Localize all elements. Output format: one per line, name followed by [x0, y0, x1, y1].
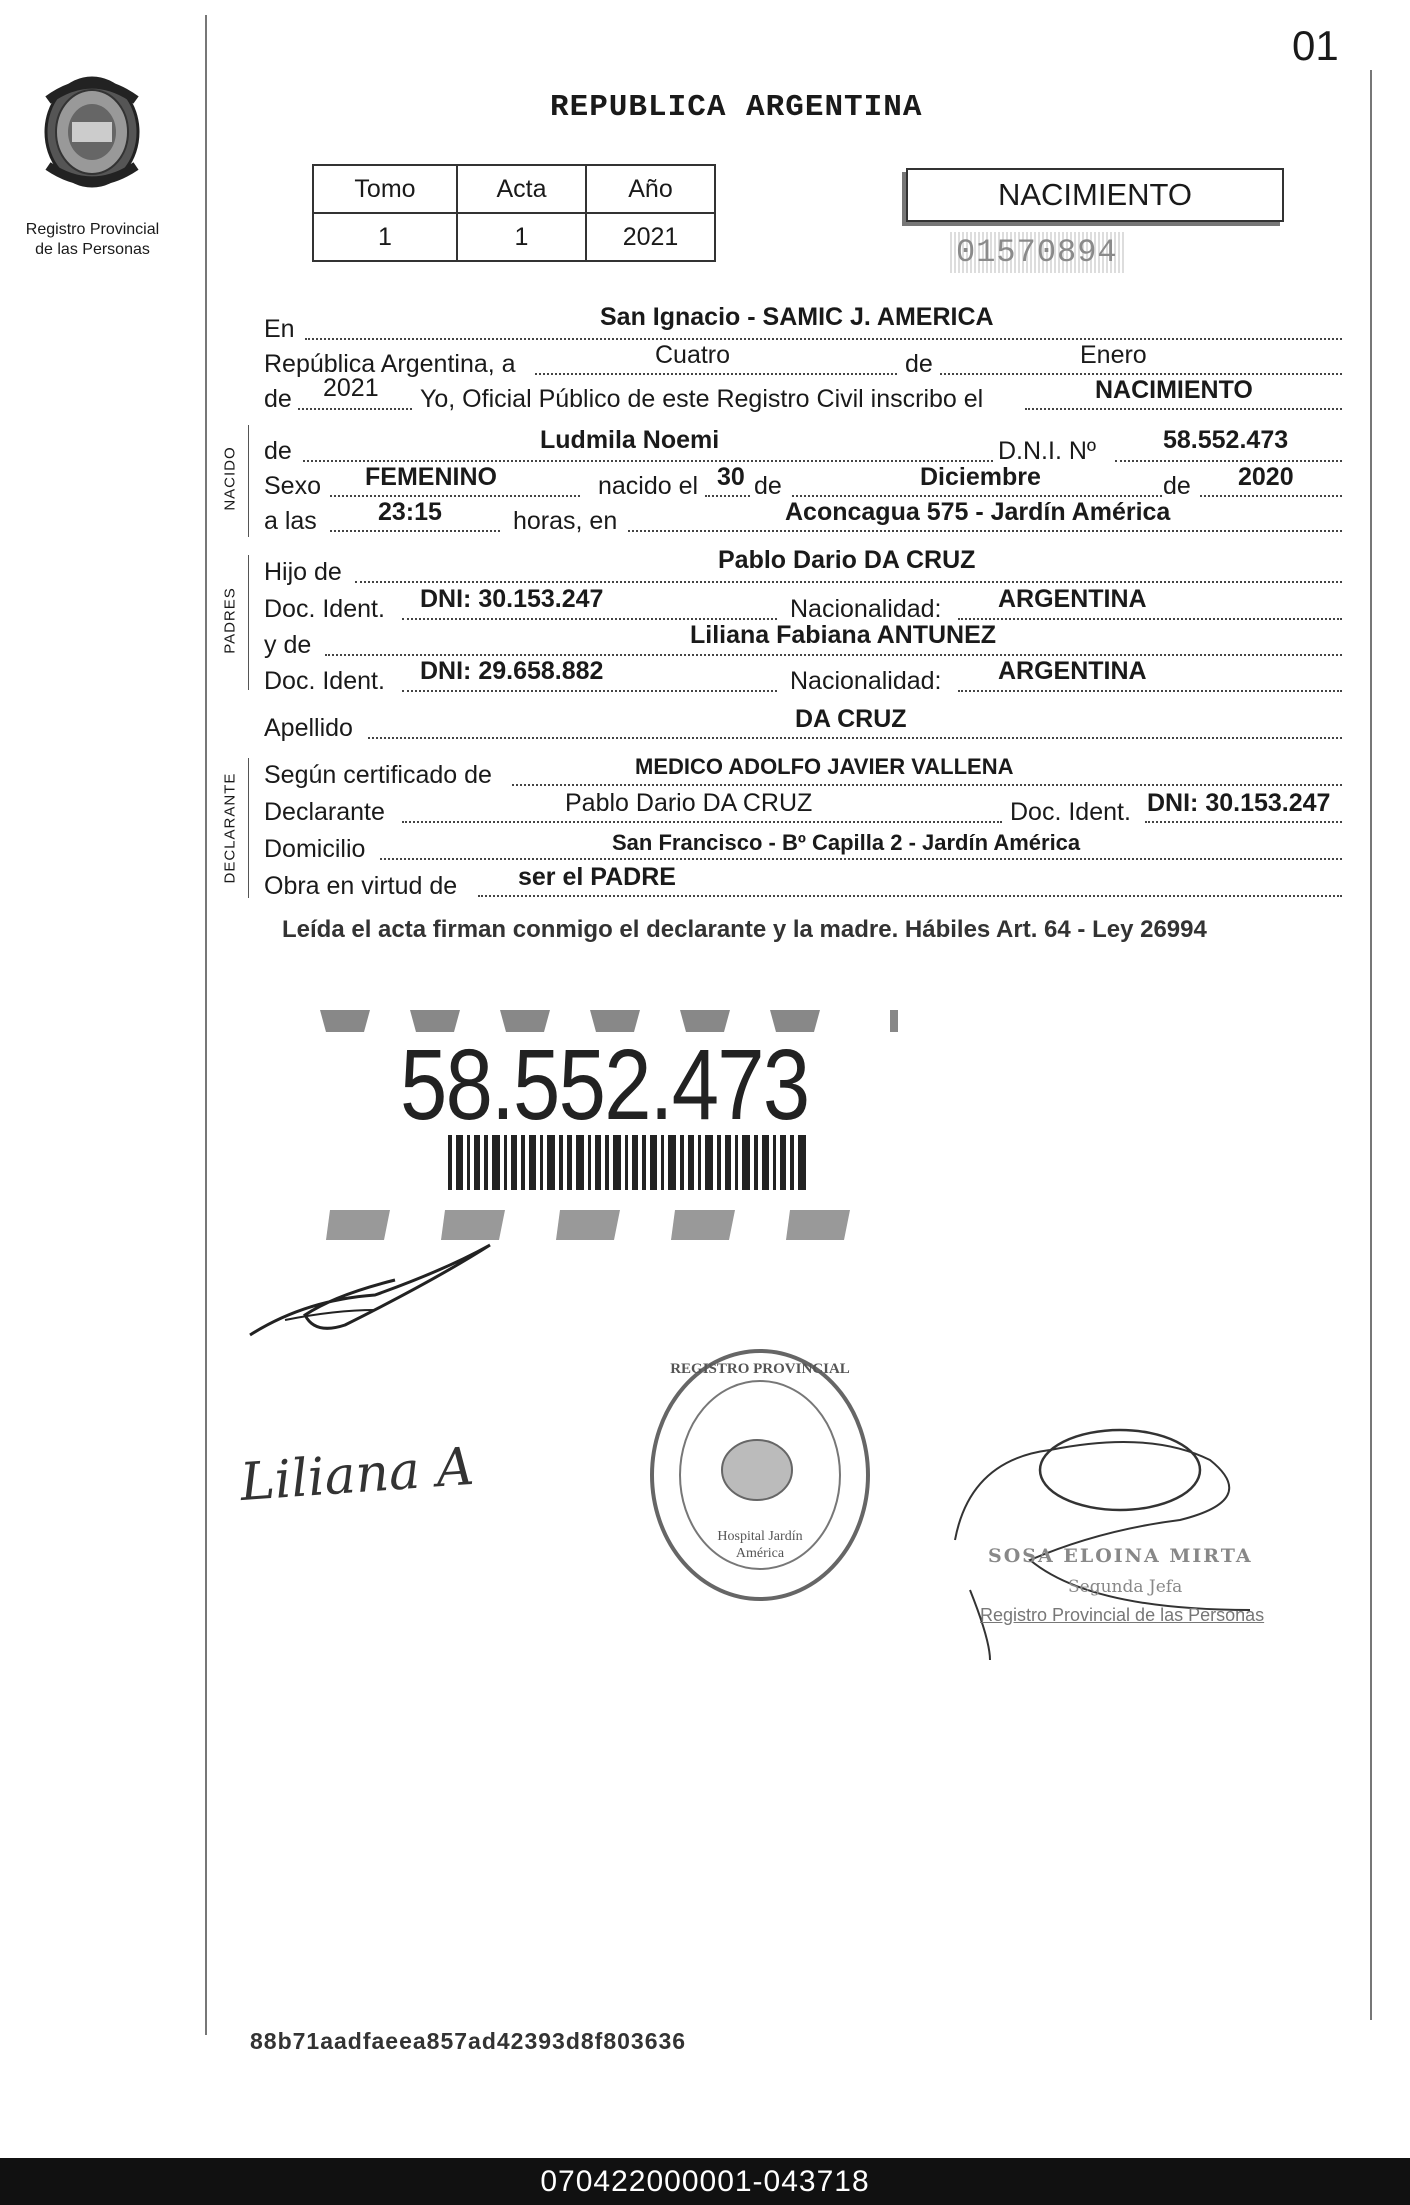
father-nat-dots — [958, 618, 1342, 620]
birth-day-value: 30 — [717, 463, 745, 491]
declarante-section-label: DECLARANTE — [221, 772, 239, 884]
de-label-4: de — [754, 472, 782, 500]
declarante-doc-value: DNI: 30.153.247 — [1147, 789, 1331, 817]
record-value-anio: 2021 — [586, 213, 715, 261]
yde-label: y de — [264, 631, 312, 659]
father-doc-value: DNI: 30.153.247 — [420, 585, 604, 613]
event-value: NACIMIENTO — [1095, 376, 1253, 404]
mother-doc-dots — [402, 690, 777, 692]
footer-id-bar: 070422000001-043718 — [0, 2158, 1410, 2205]
declarante-value: Pablo Dario DA CRUZ — [565, 789, 813, 817]
nacido-el-label: nacido el — [598, 472, 699, 500]
cert-dots — [512, 784, 1342, 786]
province-logo — [30, 70, 155, 195]
de-label-2: de — [264, 385, 292, 413]
hijo-label: Hijo de — [264, 558, 342, 586]
place-dots — [628, 530, 1342, 532]
horas-label: horas, en — [513, 507, 618, 535]
doc-label-3: Doc. Ident. — [1010, 798, 1131, 826]
name-value: Ludmila Noemi — [540, 426, 720, 454]
time-value: 23:15 — [378, 498, 442, 526]
nac-label: Nacionalidad: — [790, 595, 942, 623]
de-label: de — [905, 350, 933, 378]
mother-nat-value: ARGENTINA — [998, 657, 1147, 685]
domicilio-label: Domicilio — [264, 835, 366, 863]
official-role: Segunda Jefa — [1068, 1577, 1183, 1597]
domicilio-dots — [380, 858, 1342, 860]
declarante-dots — [402, 821, 1002, 823]
dni-label: D.N.I. Nº — [998, 437, 1097, 465]
rep-label: República Argentina, a — [264, 350, 516, 378]
logo-caption — [5, 220, 180, 260]
doc-label-2: Doc. Ident. — [264, 667, 385, 695]
record-table — [312, 164, 716, 262]
month-value: Enero — [1080, 341, 1147, 369]
padres-bracket — [248, 555, 249, 690]
day-dots — [535, 373, 897, 375]
right-margin-line — [1370, 70, 1372, 2020]
sexo-value: FEMENINO — [365, 463, 497, 491]
nac-label-2: Nacionalidad: — [790, 667, 942, 695]
mother-doc-value: DNI: 29.658.882 — [420, 657, 604, 685]
id-sticker — [300, 1000, 910, 1250]
sticker-id-number: 58.552.473 — [400, 1029, 809, 1141]
obra-label: Obra en virtud de — [264, 872, 458, 900]
page-number: 01 — [1292, 22, 1339, 69]
day-value: Cuatro — [655, 341, 731, 369]
mother-signature: Liliana A — [238, 1436, 476, 1514]
domicilio-value: San Francisco - Bº Capilla 2 - Jardín América — [612, 830, 1081, 855]
official-org: Registro Provincial de las Personas — [980, 1605, 1265, 1625]
birth-month-value: Diciembre — [920, 463, 1041, 491]
de-label-3: de — [264, 437, 292, 465]
official-name: SOSA ELOINA MIRTA — [988, 1545, 1253, 1567]
record-header-acta: Acta — [457, 165, 586, 213]
mother-name-value: Liliana Fabiana ANTUNEZ — [690, 621, 997, 649]
birth-day-dots — [705, 495, 750, 497]
record-value-acta: 1 — [457, 213, 586, 261]
father-name-dots — [355, 581, 1342, 583]
document-hash: 88b71aadfaeea857ad42393d8f803636 — [250, 2028, 687, 2054]
sexo-dots — [330, 495, 580, 497]
apellido-label: Apellido — [264, 714, 353, 742]
svg-text:América: América — [735, 1546, 785, 1561]
padres-section-label: PADRES — [221, 587, 239, 654]
record-header-anio: Año — [586, 165, 715, 213]
stamp-number: 01570894 — [950, 232, 1124, 273]
year-dots — [298, 408, 412, 410]
place-value: Aconcagua 575 - Jardín América — [785, 498, 1171, 526]
record-value-tomo: 1 — [313, 213, 457, 261]
en-value: San Ignacio - SAMIC J. AMERICA — [600, 303, 994, 331]
en-label: En — [264, 315, 295, 343]
doc-label: Doc. Ident. — [264, 595, 385, 623]
apellido-value: DA CRUZ — [795, 705, 907, 733]
birth-year-value: 2020 — [1238, 463, 1294, 491]
cert-label: Según certificado de — [264, 761, 492, 789]
declarante-doc-dots — [1145, 821, 1342, 823]
de-label-5: de — [1163, 472, 1191, 500]
birth-year-dots — [1200, 495, 1342, 497]
declarante-bracket — [248, 758, 249, 898]
record-header-tomo: Tomo — [313, 165, 457, 213]
dni-dots — [1115, 460, 1342, 462]
father-nat-value: ARGENTINA — [998, 585, 1147, 613]
document-type-box: NACIMIENTO — [906, 168, 1284, 222]
father-name-value: Pablo Dario DA CRUZ — [718, 546, 976, 574]
obra-dots — [478, 895, 1342, 897]
a-las-label: a las — [264, 507, 317, 535]
year-value: 2021 — [323, 374, 379, 402]
declarante-label: Declarante — [264, 798, 385, 826]
dni-value: 58.552.473 — [1163, 426, 1289, 454]
nacido-bracket — [248, 425, 249, 537]
svg-text:Hospital Jardín: Hospital Jardín — [717, 1529, 803, 1544]
nacido-section-label: NACIDO — [221, 446, 239, 511]
official-seal — [645, 1345, 875, 1605]
record-table-value-row — [313, 213, 715, 261]
page-title: REPUBLICA ARGENTINA — [550, 90, 923, 125]
mother-nat-dots — [958, 690, 1342, 692]
logo-caption-line2: de las Personas — [35, 241, 150, 258]
obra-value: ser el PADRE — [518, 863, 676, 891]
record-table-header-row — [313, 165, 715, 213]
father-signature — [245, 1240, 505, 1350]
sexo-label: Sexo — [264, 472, 321, 500]
logo-caption-line1: Registro Provincial — [25, 221, 160, 238]
oficial-text: Yo, Oficial Público de este Registro Civil inscribo el — [420, 385, 984, 413]
apellido-dots — [368, 737, 1342, 739]
event-dots — [1025, 408, 1342, 410]
statement-text: Leída el acta firman conmigo el declarante y la madre. Hábiles Art. 64 - Ley 26994 — [282, 916, 1207, 943]
cert-value: MEDICO ADOLFO JAVIER VALLENA — [635, 754, 1014, 779]
left-margin-line — [205, 15, 207, 2035]
svg-text:REGISTRO PROVINCIAL: REGISTRO PROVINCIAL — [670, 1361, 850, 1377]
time-dots — [330, 530, 500, 532]
en-dots — [305, 338, 1342, 340]
